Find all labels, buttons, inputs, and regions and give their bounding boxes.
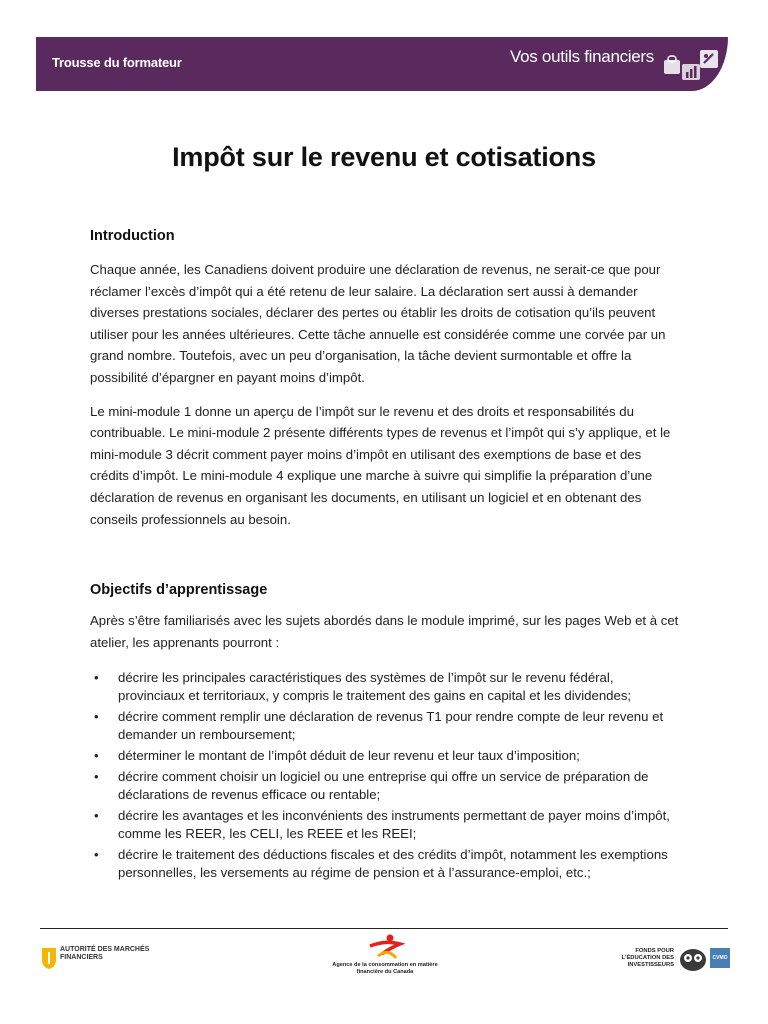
page-title: Impôt sur le revenu et cotisations <box>172 142 596 172</box>
objectives-intro: Après s’être familiarisés avec les sujets abordés dans le module imprimé, sur les pages Web et à cet atelier, les apprenants pourront : <box>90 613 679 650</box>
list-item: • décrire les avantages et les inconvénients des instruments permettant de payer moins d’impôt, comme les REER, les CELI, les REEE et les REEI; <box>118 807 680 843</box>
fonds-logo <box>596 946 732 986</box>
list-item: • décrire comment choisir un logiciel ou une entreprise qui offre un service de préparation de déclarations de revenus efficace ou rentable; <box>118 768 680 804</box>
header-right-label: Vos outils financiers <box>510 47 654 66</box>
footer-divider <box>40 928 728 929</box>
introduction-heading: Introduction <box>90 228 175 244</box>
list-item: • décrire les principales caractéristiques des systèmes de l’impôt sur le revenu fédéral, provinciaux et territoriaux, y compris le traitement des gains en capital et les dividendes; <box>118 669 680 705</box>
objectives-heading: Objectifs d’apprentissage <box>90 582 268 599</box>
amf-emblem-icon <box>40 946 58 970</box>
list-item: • déterminer le montant de l’impôt déduit de leur revenu et leur taux d’imposition; <box>118 747 680 765</box>
amf-logo <box>40 946 150 978</box>
main-content <box>90 228 680 885</box>
acfc-emblem-icon <box>330 932 440 962</box>
acfc-logo <box>330 932 440 986</box>
cvmo-badge: CVMO <box>710 948 730 968</box>
list-item: • décrire le traitement des déductions fiscales et des crédits d’impôt, notamment les exemptions personnelles, les versements au régime de pension et à l’assurance-emploi, etc.; <box>118 846 680 882</box>
finance-tools-icon <box>662 46 720 82</box>
owl-icon <box>678 946 708 972</box>
header-banner <box>36 37 728 91</box>
acfc-logo-text: Agence de la consommation en matière financière du Canada <box>332 962 438 975</box>
fonds-logo-text: FONDS POUR L’ÉDUCATION DES INVESTISSEURS <box>621 948 674 968</box>
introduction-paragraph-1: Chaque année, les Canadiens doivent produire une déclaration de revenus, ne serait-ce que pour réclamer l’excès d’impôt qui a été retenu de leur salaire. La déclaration sert aussi à demander diverses prestations sociales, déclarer des pertes ou établir les droits de cotisation qu’ils peuvent utiliser pour les années ultérieures. Cette tâche annuelle est considérée comme une corvée par un grand nombre. Toutefois, avec un peu d’organisation, la tâche devient surmontable et offre la possibilité d’épargner en payant moins d’impôt. <box>90 262 666 385</box>
list-item: • décrire comment remplir une déclaration de revenus T1 pour rendre compte de leur revenu et demander un remboursement; <box>118 708 680 744</box>
objectives-list <box>90 669 680 882</box>
header-left-label: Trousse du formateur <box>52 55 182 70</box>
introduction-paragraph-2: Le mini-module 1 donne un aperçu de l’impôt sur le revenu et des droits et responsabilités du contribuable. Le mini-module 2 présente différents types de revenus et l’impôt qui s’y applique, et le mini-module 3 décrit comment payer moins d’impôt en utilisant des exemptions de base et des crédits d’impôt. Le mini-module 4 explique une marche à suivre qui simplifie la préparation d’une déclaration de revenus en organisant les documents, en utilisant un logiciel et en obtenant des conseils professionnels au besoin. <box>90 403 671 527</box>
amf-logo-text: AUTORITÉ DES MARCHÉS FINANCIERS <box>60 946 150 961</box>
